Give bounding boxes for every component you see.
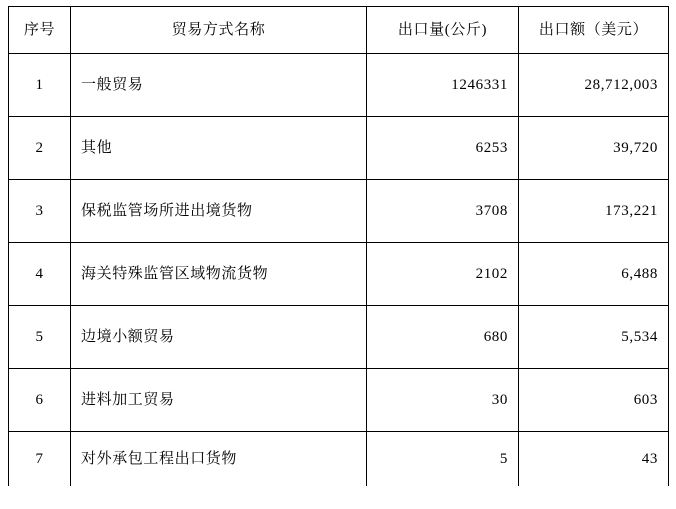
cell-no: 1 [9, 54, 71, 117]
table-header [9, 7, 669, 54]
cell-export-quantity: 6253 [367, 117, 519, 180]
cell-no: 3 [9, 180, 71, 243]
document-page [0, 6, 676, 509]
cell-export-amount: 28,712,003 [519, 54, 669, 117]
cell-trade-mode-name: 海关特殊监管区域物流货物 [71, 243, 367, 306]
column-header-export-quantity: 出口量(公斤) [367, 7, 519, 54]
cell-no: 6 [9, 369, 71, 432]
cell-export-amount: 173,221 [519, 180, 669, 243]
cell-no: 4 [9, 243, 71, 306]
cell-export-quantity: 30 [367, 369, 519, 432]
cell-export-quantity: 5 [367, 432, 519, 487]
cell-export-quantity: 3708 [367, 180, 519, 243]
cell-export-quantity: 1246331 [367, 54, 519, 117]
column-header-no: 序号 [9, 7, 71, 54]
table-row [9, 180, 669, 243]
table-header-row [9, 7, 669, 54]
cell-no: 2 [9, 117, 71, 180]
cell-trade-mode-name: 其他 [71, 117, 367, 180]
table-row [9, 243, 669, 306]
cell-trade-mode-name: 保税监管场所进出境货物 [71, 180, 367, 243]
cell-export-amount: 6,488 [519, 243, 669, 306]
table-row [9, 54, 669, 117]
cell-export-quantity: 680 [367, 306, 519, 369]
cell-no: 5 [9, 306, 71, 369]
cell-export-amount: 39,720 [519, 117, 669, 180]
cell-trade-mode-name: 一般贸易 [71, 54, 367, 117]
table-row [9, 306, 669, 369]
cell-export-amount: 603 [519, 369, 669, 432]
cell-export-amount: 5,534 [519, 306, 669, 369]
table-row [9, 432, 669, 487]
column-header-export-amount: 出口额（美元） [519, 7, 669, 54]
cell-export-quantity: 2102 [367, 243, 519, 306]
table-body [9, 54, 669, 487]
cell-trade-mode-name: 对外承包工程出口货物 [71, 432, 367, 487]
cell-export-amount: 43 [519, 432, 669, 487]
table-row [9, 117, 669, 180]
column-header-trade-mode-name: 贸易方式名称 [71, 7, 367, 54]
cell-trade-mode-name: 边境小额贸易 [71, 306, 367, 369]
cell-trade-mode-name: 进料加工贸易 [71, 369, 367, 432]
trade-mode-export-table [8, 6, 669, 486]
cell-no: 7 [9, 432, 71, 487]
table-row [9, 369, 669, 432]
